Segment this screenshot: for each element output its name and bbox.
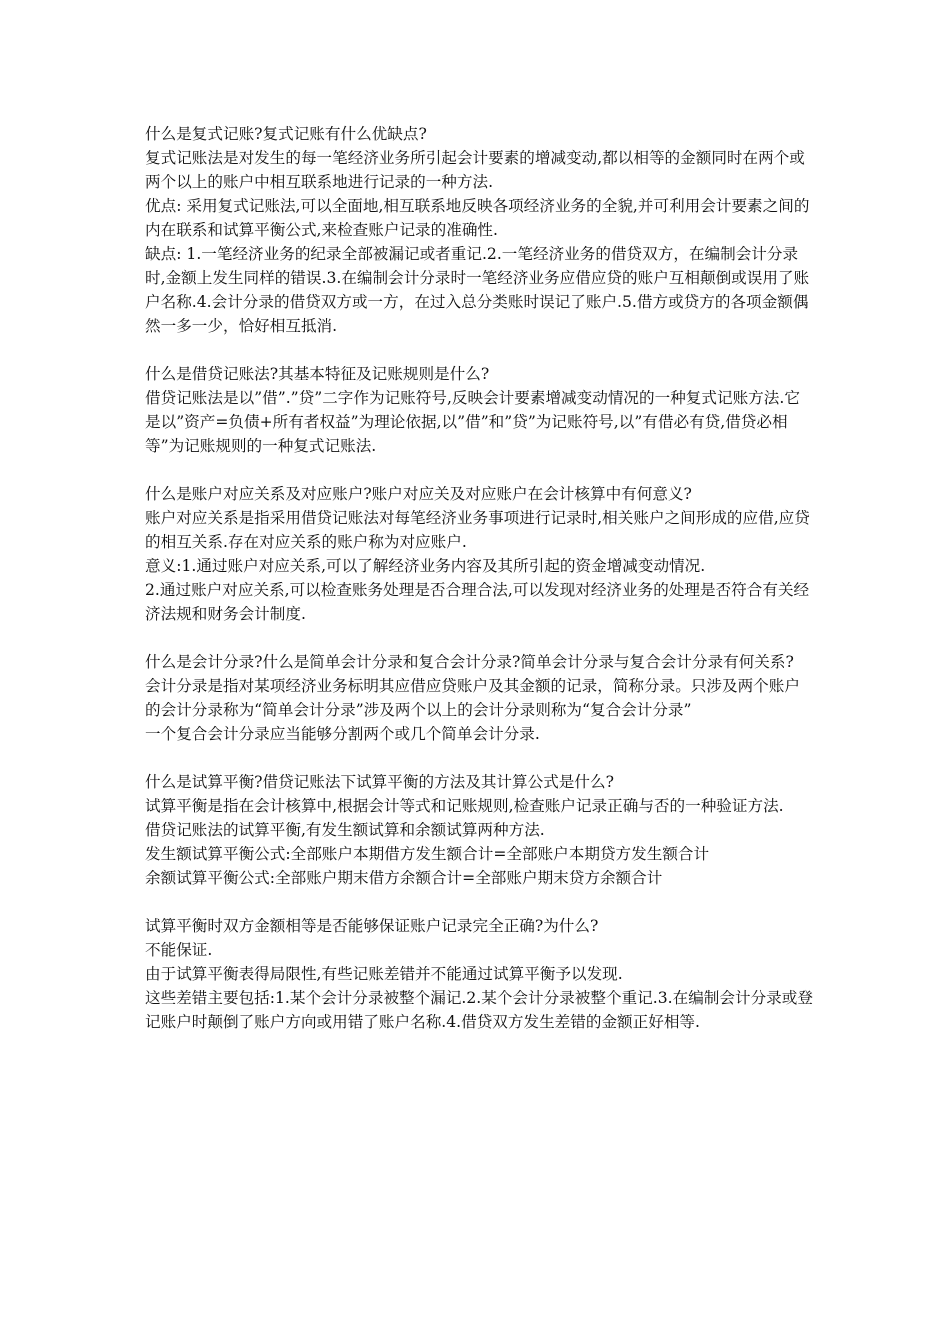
section-spacer xyxy=(145,746,815,770)
paragraph: 不能保证. xyxy=(145,941,213,959)
section-spacer xyxy=(145,338,815,362)
paragraph: 账户对应关系是指采用借贷记账法对每笔经济业务事项进行记录时,相关账户之间形成的应借,应贷的相互关系.存在对应关系的账户称为对应账户. xyxy=(145,509,810,551)
paragraph: 发生额试算平衡公式:全部账户本期借方发生额合计=全部账户本期贷方发生额合计 xyxy=(145,845,710,863)
paragraph: 由于试算平衡表得局限性,有些记账差错并不能通过试算平衡予以发现. xyxy=(145,965,623,983)
question-heading: 试算平衡时双方金额相等是否能够保证账户记录完全正确?为什么? xyxy=(145,917,599,935)
question-heading: 什么是复式记账?复式记账有什么优缺点? xyxy=(145,125,427,143)
paragraph: 会计分录是指对某项经济业务标明其应借应贷账户及其金额的记录，简称分录。只涉及两个账户的会计分录称为“简单会计分录”涉及两个以上的会计分录则称为“复合会计分录” xyxy=(145,677,800,719)
paragraph: 2.通过账户对应关系,可以检查账务处理是否合理合法,可以发现对经济业务的处理是否符合有关经济法规和财务会计制度. xyxy=(145,581,810,623)
paragraph: 试算平衡是指在会计核算中,根据会计等式和记账规则,检查账户记录正确与否的一种验证方法. xyxy=(145,797,784,815)
paragraph: 一个复合会计分录应当能够分割两个或几个简单会计分录. xyxy=(145,725,540,743)
paragraph: 借贷记账法是以”借”.”贷”二字作为记账符号,反映会计要素增减变动情况的一种复式记账方法.它是以”资产=负债+所有者权益”为理论依据,以”借”和”贷”为记账符号,以”有借必有贷,借贷必相等”为记账规则的一种复式记账法. xyxy=(145,389,800,455)
paragraph: 这些差错主要包括:1.某个会计分录被整个漏记.2.某个会计分录被整个重记.3.在编制会计分录或登记账户时颠倒了账户方向或用错了账户名称.4.借贷双方发生差错的金额正好相等. xyxy=(145,989,813,1031)
paragraph: 复式记账法是对发生的每一笔经济业务所引起会计要素的增减变动,都以相等的金额同时在两个或两个以上的账户中相互联系地进行记录的一种方法. xyxy=(145,149,805,191)
paragraph: 借贷记账法的试算平衡,有发生额试算和余额试算两种方法. xyxy=(145,821,545,839)
section-spacer xyxy=(145,626,815,650)
question-heading: 什么是账户对应关系及对应账户?账户对应关及对应账户在会计核算中有何意义? xyxy=(145,485,692,503)
paragraph: 优点: 采用复式记账法,可以全面地,相互联系地反映各项经济业务的全貌,并可利用会计要素之间的内在联系和试算平衡公式,来检查账户记录的准确性. xyxy=(145,197,810,239)
question-heading: 什么是会计分录?什么是简单会计分录和复合会计分录?简单会计分录与复合会计分录有何关系? xyxy=(145,653,794,671)
question-heading: 什么是试算平衡?借贷记账法下试算平衡的方法及其计算公式是什么? xyxy=(145,773,614,791)
paragraph: 缺点: 1.一笔经济业务的纪录全部被漏记或者重记.2.一笔经济业务的借贷双方，在编制会计分录时,金额上发生同样的错误.3.在编制会计分录时一笔经济业务应借应贷的账户互相颠倒或误用了账户名称.4.会计分录的借贷双方或一方，在过入总分类账时误记了账户.5.借方或贷方的各项金额偶然一多一少，恰好相互抵消. xyxy=(145,245,810,335)
paragraph: 意义:1.通过账户对应关系,可以了解经济业务内容及其所引起的资金增减变动情况. xyxy=(145,557,706,575)
document-body xyxy=(145,122,815,1034)
section-spacer xyxy=(145,890,815,914)
section-spacer xyxy=(145,458,815,482)
paragraph: 余额试算平衡公式:全部账户期末借方余额合计=全部账户期末贷方余额合计 xyxy=(145,869,663,887)
question-heading: 什么是借贷记账法?其基本特征及记账规则是什么? xyxy=(145,365,490,383)
